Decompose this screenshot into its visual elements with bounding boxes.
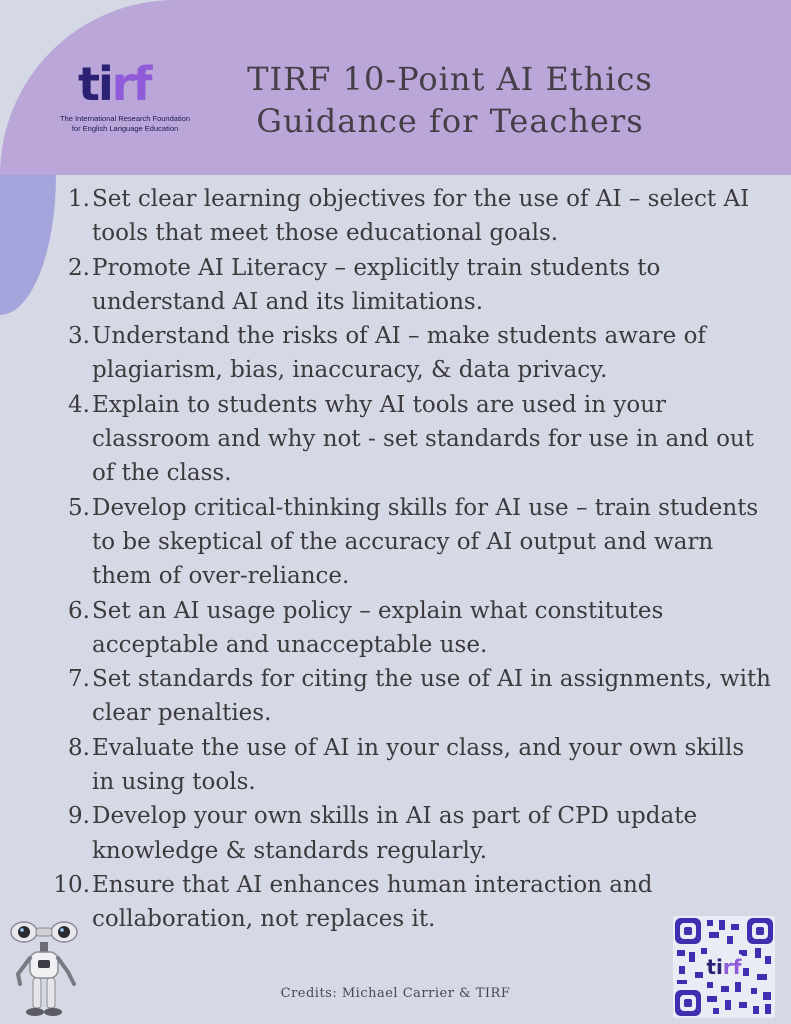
item-number: 2. <box>68 254 90 281</box>
logo-mark-light: rf <box>111 57 151 111</box>
item-number: 5. <box>68 494 90 521</box>
item-text: Evaluate the use of AI in your class, and your own skills in using tools. <box>92 734 745 796</box>
robot-illustration <box>8 912 80 1020</box>
logo-caption-line2: for English Language Education <box>71 124 179 133</box>
item-text: Develop critical-thinking skills for AI use – train students to be skeptical of the accuracy of AI output and warn them of over-reliance. <box>92 494 759 590</box>
page-title <box>215 58 685 142</box>
svg-text:tirf <box>707 955 742 979</box>
list-item <box>52 491 772 594</box>
logo-mark <box>78 57 151 111</box>
list-item <box>52 799 772 868</box>
list-item <box>52 251 772 320</box>
item-number: 9. <box>68 803 90 830</box>
logo-mark-dark: ti <box>78 57 112 111</box>
item-text: Develop your own skills in AI as part of CPD update knowledge & standards regularly. <box>92 803 698 864</box>
list-item <box>52 594 772 663</box>
item-number: 4. <box>68 391 90 418</box>
logo-caption-line1: The International Research Foundation <box>59 114 191 123</box>
item-number: 3. <box>68 323 90 350</box>
title-line1: TIRF 10-Point AI Ethics <box>247 60 653 98</box>
item-text: Promote AI Literacy – explicitly train students to understand AI and its limitations. <box>92 254 661 315</box>
list-item <box>52 868 772 937</box>
credits-text: Credits: Michael Carrier & TIRF <box>280 986 511 1001</box>
qr-mark-dark: ti <box>706 955 723 979</box>
item-text: Set an AI usage policy – explain what constitutes acceptable and unacceptable use. <box>92 597 664 658</box>
item-number: 7. <box>68 666 90 693</box>
qr-code[interactable] <box>673 916 775 1018</box>
item-text: Set clear learning objectives for the use of AI – select AI tools that meet those educational goals. <box>92 186 750 247</box>
list-item <box>52 388 772 491</box>
list-item <box>52 662 772 731</box>
guidance-list <box>52 182 772 937</box>
item-number: 10. <box>53 871 90 898</box>
item-text: Ensure that AI enhances human interaction and collaboration, not replaces it. <box>92 871 653 933</box>
list-item <box>52 731 772 800</box>
item-text: Understand the risks of AI – make students aware of plagiarism, bias, inaccuracy, & data privacy. <box>92 323 706 384</box>
item-text: Set standards for citing the use of AI in assignments, with clear penalties. <box>92 666 771 727</box>
item-text: Explain to students why AI tools are used in your classroom and why not - set standards for use in and out of the class. <box>92 391 754 487</box>
tirf-logo <box>40 57 210 140</box>
decorative-blob <box>0 175 56 315</box>
item-number: 1. <box>68 186 90 212</box>
title-line2: Guidance for Teachers <box>256 102 644 140</box>
item-number: 6. <box>68 597 90 624</box>
item-number: 8. <box>68 734 90 761</box>
qr-mark-light: rf <box>722 955 742 979</box>
list-item <box>52 319 772 388</box>
list-item <box>52 182 772 251</box>
logo-caption <box>40 114 210 134</box>
